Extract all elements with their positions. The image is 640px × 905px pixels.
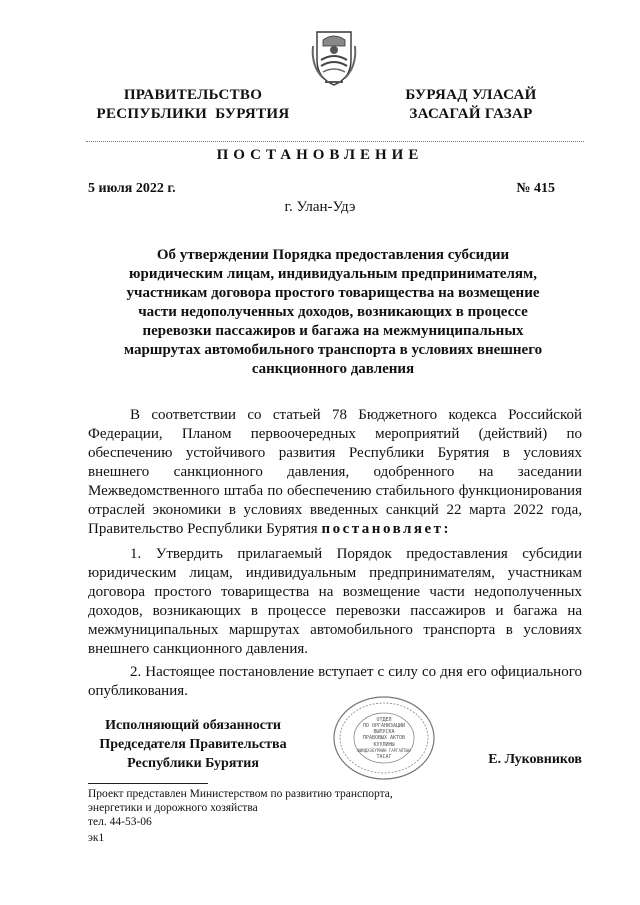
signatory-line-2: Председателя Правительства	[99, 737, 287, 752]
signatory-line-1: Исполняющий обязанности	[105, 718, 281, 733]
signatory-line-3: Республики Бурятия	[127, 756, 259, 771]
copy-reference: эк1	[88, 832, 105, 844]
document-date: 5 июля 2022 г.	[88, 181, 176, 196]
coat-of-arms-emblem	[309, 26, 359, 88]
issuer-buryat-line-1: БУРЯАД УЛАСАЙ	[405, 87, 537, 103]
document-number: № 415	[516, 181, 555, 196]
stamp-line-1: ОТДЕЛ	[376, 717, 392, 723]
issuer-line-1: ПРАВИТЕЛЬСТВО	[123, 87, 263, 103]
footnote-rule	[88, 783, 208, 784]
clause-2-paragraph: 2. Настоящее постановление вступает с силу со дня его официального опубликования.	[88, 664, 582, 699]
signatory-position	[88, 716, 298, 773]
signatory-name: Е. Луковников	[488, 752, 582, 767]
contact-phone: тел. 44-53-06	[88, 816, 152, 828]
issuer-buryat-line-2: ЗАСАГАЙ ГАЗАР	[409, 106, 533, 122]
stamp-line-3: ВЫПУСКА	[373, 729, 395, 735]
issuer-name-russian	[88, 86, 298, 124]
prepared-by-line-2: энергетики и дорожного хозяйства	[88, 802, 258, 814]
header-divider	[86, 141, 584, 142]
document-type: ПОСТАНОВЛЕНИЕ	[216, 147, 424, 163]
issuer-name-buryat	[386, 86, 556, 124]
official-stamp	[332, 695, 436, 781]
preamble-paragraph	[88, 406, 582, 539]
stamp-line-2: ПО ОРГАНИЗАЦИИ	[362, 723, 406, 729]
stamp-line-6: ШИИДХЭБҮРИИН ГАРГАЛТЫН	[357, 748, 411, 753]
preamble-text: В соответствии со статьей 78 Бюджетного кодекса Российской Федерации, Планом первоочередных мероприятий (действий) по обеспечению устойчивого развития Республики Бурятия в условиях внешнего санкционного давления, одобренного на заседании Межведомственного штаба по обеспечению стабильного функционирования отраслей экономики в условиях введенных санкций 22 марта 2022 года, Правительство Республики Бурятия	[88, 407, 582, 537]
stamp-line-4: ПРАВОВЫХ АКТОВ	[362, 735, 406, 741]
document-title: Об утверждении Порядка предоставления субсидии юридическим лицам, индивидуальным предпринимателям, участникам договора простого товарищества на возмещение части недополученных доходов, возникающих в процессе перевозки пассажиров и багажа на межмуниципальных маршрутах автомобильного транспорта в условиях внешнего санкционного давления	[123, 247, 543, 377]
stamp-line-5: КУУЛИНЫ	[373, 742, 395, 748]
prepared-by-line-1: Проект представлен Министерством по развитию транспорта,	[88, 788, 393, 800]
document-city: г. Улан-Удэ	[284, 199, 356, 215]
resolves-word: постановляет:	[321, 521, 452, 537]
clause-1-paragraph: 1. Утвердить прилагаемый Порядок предоставления субсидии юридическим лицам, индивидуальным предпринимателям, участникам договора простого товарищества на возмещение части недополученных доходов, возникающих в процессе перевозки пассажиров и багажа на межмуниципальных маршрутах автомобильного транспорта в условиях внешнего санкционного давления.	[88, 546, 582, 657]
issuer-line-2: РЕСПУБЛИКИ БУРЯТИЯ	[96, 106, 290, 122]
prepared-by-note	[88, 787, 488, 829]
stamp-line-7: ТАСАГ	[376, 754, 392, 760]
